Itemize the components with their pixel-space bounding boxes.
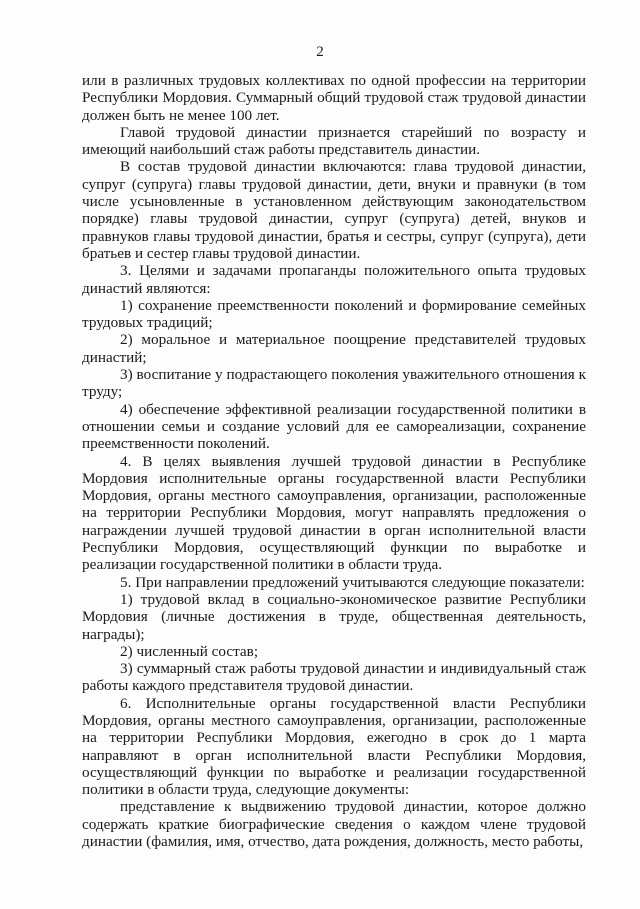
paragraph-section-5: 5. При направлении предложений учитываются следующие показатели: bbox=[120, 573, 585, 591]
paragraph-dynasty-composition: В состав трудовой династии включаются: глава трудовой династии, супруг (супруга) главы трудовой династии, дети, внуки и правнуки (в том числе усыновленные в установленном действующим законодательством порядке) главы трудовой династии, супруг (супруга) детей, внуков и правнуков главы трудовой династии, братья и сестры, супруг (супруга), дети братьев и сестер главы трудовой династии. bbox=[82, 158, 586, 262]
paragraph-dynasty-head: Главой трудовой династии признается старейший по возрасту и имеющий наибольший стаж работы представитель династии. bbox=[82, 123, 586, 159]
list-item: 2) численный состав; bbox=[120, 642, 259, 660]
document-body bbox=[82, 72, 586, 850]
paragraph-continuation: или в различных трудовых коллективах по одной профессии на территории Республики Мордовия. Суммарный общий трудовой стаж трудовой династии должен быть не менее 100 лет. bbox=[82, 72, 586, 124]
paragraph-section-4: 4. В целях выявления лучшей трудовой династии в Республике Мордовия исполнительные органы государственной власти Республики Мордовия, органы местного самоуправления, организации, расположенные на территории Республики Мордовия, могут направлять предложения о награждении лучшей трудовой династии в орган исполнительной власти Республики Мордовия, осуществляющий функции по выработке и реализации государственной политики в области труда. bbox=[82, 452, 586, 574]
list-item: 3) воспитание у подрастающего поколения уважительного отношения к труду; bbox=[82, 366, 586, 401]
list-item: 2) моральное и материальное поощрение представителей трудовых династий; bbox=[82, 331, 586, 366]
list-item: 1) трудовой вклад в социально-экономическое развитие Республики Мордовия (личные достижения в труде, общественная деятельность, награды); bbox=[82, 590, 586, 643]
paragraph-submission: представление к выдвижению трудовой династии, которое должно содержать краткие биографические сведения о каждом члене трудовой династии (фамилия, имя, отчество, дата рождения, должность, место работы, bbox=[82, 798, 586, 851]
list-item: 3) суммарный стаж работы трудовой династии и индивидуальный стаж работы каждого представителя трудовой династии. bbox=[82, 660, 586, 695]
paragraph-section-3: 3. Целями и задачами пропаганды положительного опыта трудовых династий являются: bbox=[82, 262, 586, 297]
paragraph-section-6: 6. Исполнительные органы государственной власти Республики Мордовия, органы местного самоуправления, организации, расположенные на территории Республики Мордовия, ежегодно в срок до 1 марта направляют в орган исполнительной власти Республики Мордовия, осуществляющий функции по выработке и реализации государственной политики в области труда, следующие документы: bbox=[82, 694, 586, 799]
page-number: 2 bbox=[316, 44, 324, 60]
list-item: 1) сохранение преемственности поколений и формирование семейных трудовых традиций; bbox=[82, 296, 586, 332]
list-item: 4) обеспечение эффективной реализации государственной политики в отношении семьи и создание условий для ее самореализации, сохранение преемственности поколений. bbox=[82, 400, 586, 453]
